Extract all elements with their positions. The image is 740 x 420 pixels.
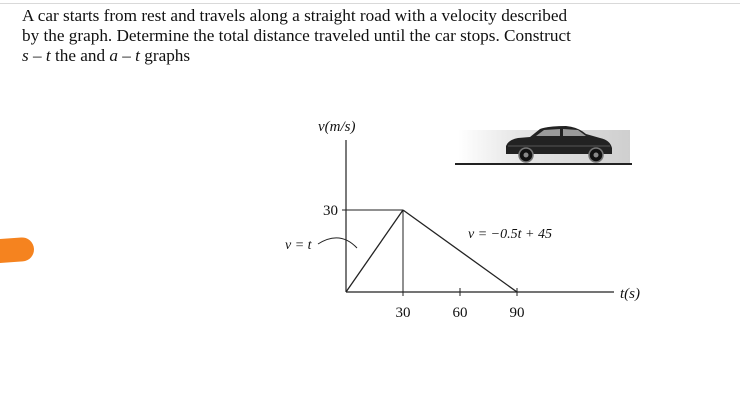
x-axis-label: t(s) bbox=[620, 286, 640, 302]
y-tick-label-30: 30 bbox=[323, 203, 338, 219]
velocity-segment-2 bbox=[403, 210, 517, 292]
dash: – bbox=[117, 46, 136, 65]
dash: – bbox=[28, 46, 46, 65]
y-axis-label: v(m/s) bbox=[318, 119, 356, 135]
annotation-decel: v = −0.5t + 45 bbox=[468, 227, 552, 242]
problem-line-1: A car starts from rest and travels along a straight road with a velocity described bbox=[22, 6, 568, 25]
problem-line-3-mid: the and bbox=[50, 46, 110, 65]
problem-line-3-end: graphs bbox=[139, 46, 191, 65]
symbol-s: s bbox=[22, 46, 29, 65]
x-tick-label-90: 90 bbox=[509, 305, 525, 321]
x-tick-label-60: 60 bbox=[452, 305, 468, 321]
car-icon bbox=[455, 126, 632, 164]
problem-line-2: by the graph. Determine the total distance traveled until the car stops. Construct bbox=[22, 26, 571, 45]
velocity-segment-1 bbox=[346, 210, 403, 292]
x-tick-label-30: 30 bbox=[395, 305, 411, 321]
annotation-v-equals-t: v = t bbox=[285, 238, 312, 253]
symbol-t: t bbox=[45, 46, 51, 65]
annotation-arrow bbox=[318, 238, 357, 248]
symbol-a: a bbox=[109, 46, 118, 65]
symbol-t: t bbox=[135, 46, 140, 65]
